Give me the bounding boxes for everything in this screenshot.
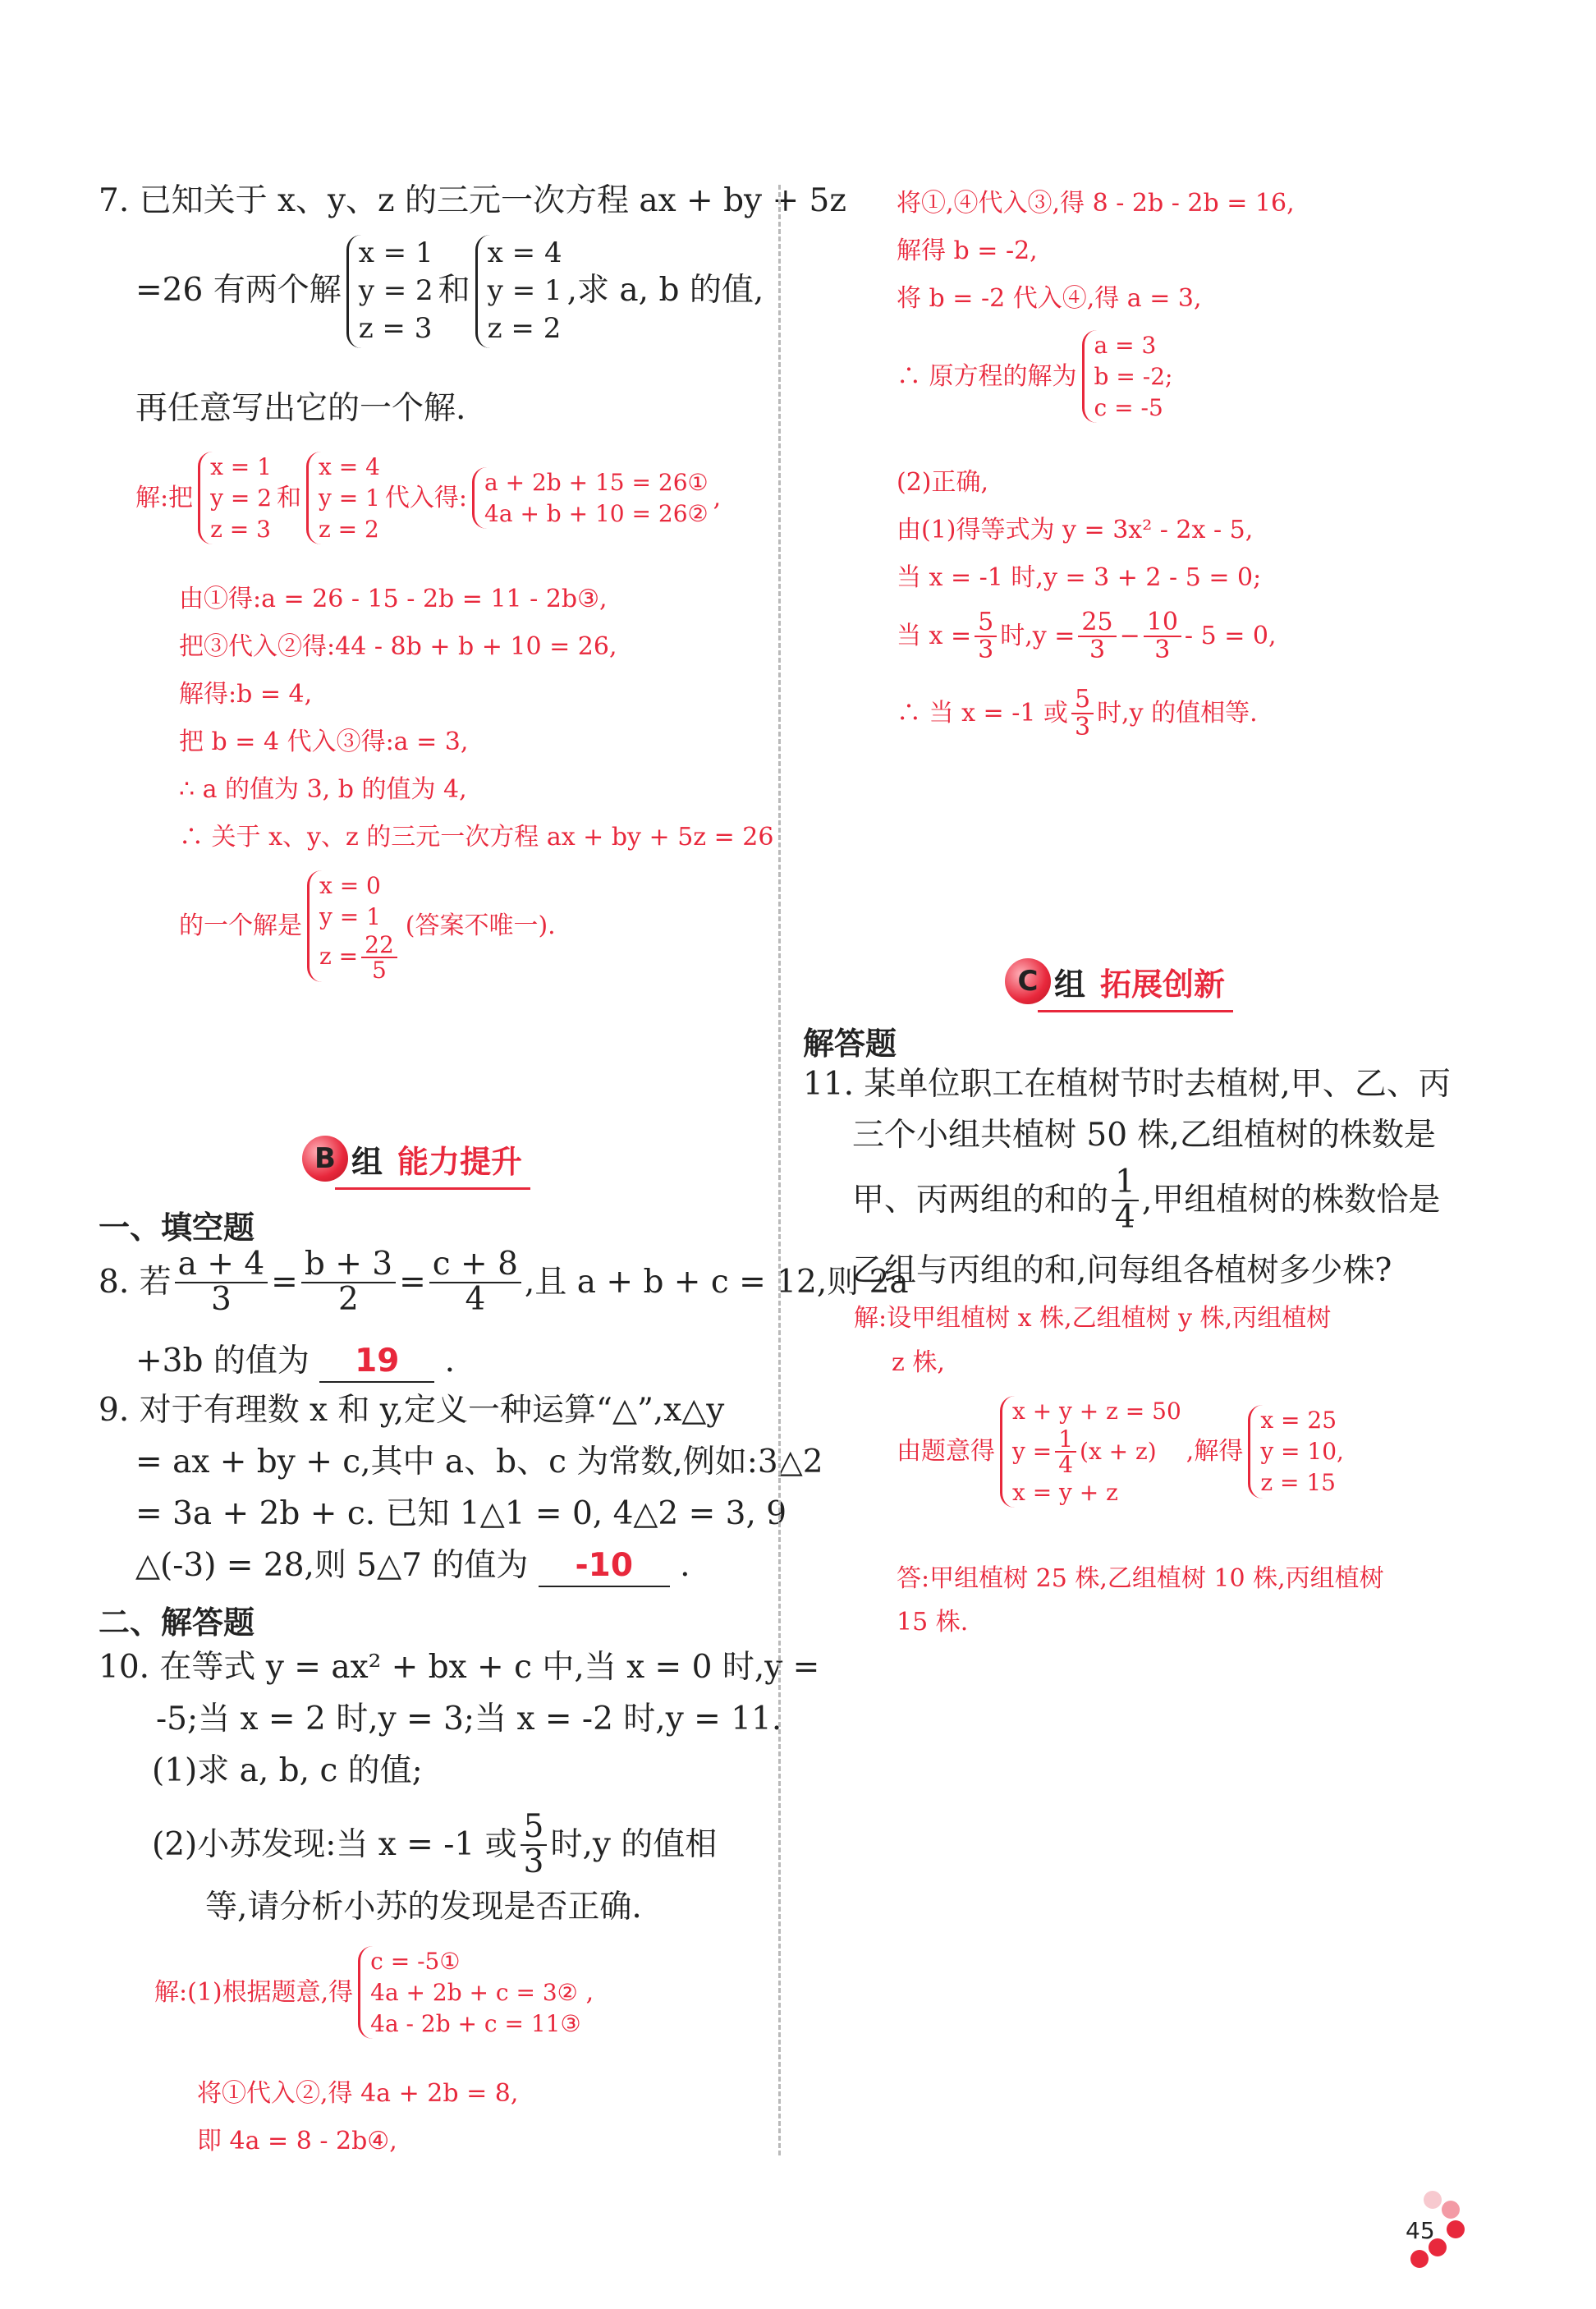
q7-step4: 把 b = 4 代入③得:a = 3, [179, 728, 469, 756]
eq [1012, 1427, 1181, 1477]
q8-text: +3b 的值为 [135, 1343, 310, 1379]
eq: z = 2 [487, 311, 562, 345]
q7-sol-system-3 [472, 467, 709, 530]
q10-text: 时,y 的值相 [550, 1825, 718, 1863]
fraction [429, 1248, 521, 1317]
fraction [1078, 609, 1116, 663]
q10-step6: (2)正确, [897, 468, 989, 497]
fraction [1071, 686, 1094, 740]
group-c-heading [1005, 958, 1225, 1004]
group-c-underline [1038, 1010, 1233, 1012]
q11-sol3 [897, 1396, 1349, 1508]
sol-text: , [585, 1977, 594, 2007]
q10-line5: 等,请分析小苏的发现是否正确. [205, 1889, 642, 1926]
q10-step2: 即 4a = 8 - 2b④, [197, 2127, 397, 2155]
eq: y = 2 [358, 273, 433, 307]
eq: 4a - 2b + c = 11③ [370, 2009, 581, 2037]
eq: x = 4 [319, 453, 380, 480]
eq-right: (x + z) [1080, 1438, 1157, 1466]
group-b-heading [302, 1136, 522, 1182]
q7-solution-head [135, 452, 721, 544]
eq: z = 15 [1260, 1469, 1336, 1497]
eq: x = 1 [358, 236, 433, 269]
denominator: 3 [1089, 635, 1106, 664]
decor-dot [1442, 2201, 1460, 2219]
q9-line4 [135, 1547, 690, 1587]
sol-text: ∴ 原方程的解为 [897, 361, 1077, 391]
sol-text: 时,y = [1000, 621, 1075, 650]
q7-sol-system-2 [306, 452, 380, 544]
q10-step4: 解得 b = -2, [897, 236, 1038, 265]
group-b-zu: 组 [351, 1143, 383, 1180]
eq: x = 4 [487, 236, 562, 269]
q11-answer2: 15 株. [897, 1608, 969, 1636]
eq: y = 2 [210, 484, 273, 512]
q10-step1: 将①代入②,得 4a + 2b = 8, [197, 2079, 519, 2108]
q7-system-2 [475, 235, 562, 348]
eq: y = 1 [487, 273, 562, 307]
q7-and: 和 [438, 272, 470, 310]
q11-system-2 [1248, 1405, 1344, 1498]
q8-text: ,且 a + b + c = 12,则 2a [524, 1263, 909, 1301]
q9-text: . [680, 1547, 690, 1584]
q7-text: =26 有两个解 [135, 272, 342, 310]
q9-line3: = 3a + 2b + c. 已知 1△1 = 0, 4△2 = 3, 9 [135, 1495, 787, 1532]
q11-line3 [852, 1166, 1440, 1235]
eq: x = 0 [319, 872, 381, 899]
denominator: 3 [210, 1280, 232, 1318]
q7-system-1 [346, 235, 433, 348]
q7-step3: 解得:b = 4, [179, 680, 313, 709]
group-b-title: 能力提升 [397, 1143, 523, 1180]
eq: z = 2 [319, 515, 379, 543]
q11-line4: 乙组与丙组的和,问每组各植树多少株? [852, 1252, 1392, 1289]
sol-text: 解:把 [135, 483, 194, 512]
eq: a + 2b + 15 = 26① [484, 468, 709, 496]
eq: b = -2; [1094, 362, 1173, 390]
q10-result [897, 330, 1177, 423]
eq: x = 25 [1260, 1407, 1337, 1435]
eq: 4a + b + 10 = 26② [484, 499, 709, 527]
eq: c = -5 [1094, 393, 1163, 421]
group-c-zu: 组 [1054, 966, 1086, 1003]
numerator: 1 [1055, 1427, 1076, 1453]
fraction [301, 1248, 396, 1317]
numerator: c + 8 [429, 1248, 521, 1283]
eq: z = 3 [210, 515, 271, 543]
q7-line2 [135, 235, 764, 348]
eq: a = 3 [1094, 332, 1157, 359]
sol-text: , [713, 483, 722, 512]
q10-step9 [897, 609, 1277, 663]
group-c-badge: C [1005, 958, 1051, 1004]
q7-ask: ,求 a, b 的值, [566, 272, 764, 310]
fraction [361, 930, 397, 984]
eq-left: y = [1012, 1438, 1053, 1466]
q10-part1: (1)求 a, b, c 的值; [152, 1752, 423, 1789]
q11-line2: 三个小组共植树 50 株,乙组植树的株数是 [852, 1117, 1436, 1154]
eq: c = -5① [370, 1948, 461, 1975]
sol-text: 和 [277, 483, 302, 512]
q11-answer1: 答:甲组植树 25 株,乙组植树 10 株,丙组植树 [897, 1564, 1384, 1593]
sol-text: 时,y 的值相等. [1097, 698, 1258, 728]
eq: y = 10, [1260, 1438, 1344, 1466]
numerator: 1 [1112, 1166, 1139, 1201]
q11-text: 甲、丙两组的和的 [852, 1181, 1109, 1219]
fraction [975, 609, 997, 663]
q10-step8: 当 x = -1 时,y = 3 + 2 - 5 = 0; [897, 563, 1262, 592]
q10-line1: 10. 在等式 y = ax² + bx + c 中,当 x = 0 时,y = [99, 1649, 820, 1686]
eq [319, 930, 401, 984]
q8-text: . [444, 1343, 456, 1379]
denominator: 3 [1154, 635, 1171, 664]
numerator: 10 [1144, 609, 1181, 637]
q7-step1: 由①得:a = 26 - 15 - 2b = 11 - 2b③, [179, 585, 608, 613]
denominator: 4 [1115, 1198, 1135, 1236]
decor-dot [1424, 2191, 1442, 2209]
group-c-title: 拓展创新 [1100, 966, 1226, 1003]
fraction [1055, 1427, 1076, 1477]
sol-text: 当 x = [897, 621, 972, 650]
q10-line2: -5;当 x = 2 时,y = 3;当 x = -2 时,y = 11. [156, 1701, 782, 1737]
q10-step5: 将 b = -2 代入④,得 a = 3, [897, 284, 1202, 313]
fraction [1112, 1166, 1139, 1235]
sol-text: - 5 = 0, [1184, 621, 1277, 650]
q7-step7 [179, 870, 556, 982]
fraction [175, 1248, 268, 1317]
q9-text: △(-3) = 28,则 5△7 的值为 [135, 1547, 529, 1584]
q8-text: 8. 若 [99, 1263, 172, 1301]
eq: x = 1 [210, 453, 272, 480]
denominator: 3 [523, 1843, 544, 1880]
group-b-underline [335, 1187, 530, 1190]
numerator: 5 [1071, 686, 1094, 714]
q10-result-system [1082, 330, 1173, 423]
q10-sol-system [358, 1946, 580, 2039]
sol-text: (答案不唯一). [405, 911, 556, 941]
sol-text: 解:(1)根据题意,得 [154, 1977, 354, 2007]
denominator: 5 [372, 956, 387, 984]
eq: 4a + 2b + c = 3② [370, 1978, 578, 2006]
equals: = [399, 1263, 426, 1301]
numerator: 5 [975, 609, 997, 637]
decor-dot [1410, 2250, 1429, 2268]
numerator: a + 4 [175, 1248, 268, 1283]
section-c-answer: 解答题 [803, 1026, 897, 1062]
q7-sol-system-4 [307, 870, 401, 982]
q7-step6: ∴ 关于 x、y、z 的三元一次方程 ax + by + 5z = 26 [179, 823, 774, 852]
eq: x + y + z = 50 [1012, 1398, 1181, 1425]
section-answer: 二、解答题 [99, 1604, 255, 1641]
q10-part2 [152, 1808, 718, 1880]
section-fill-in: 一、填空题 [99, 1210, 255, 1246]
denominator: 2 [338, 1280, 359, 1318]
q7-step2: 把③代入②得:44 - 8b + b + 10 = 26, [179, 632, 617, 661]
sol-text: 代入得: [384, 483, 468, 512]
q10-text: (2)小苏发现:当 x = -1 或 [152, 1825, 517, 1863]
q9-line2: = ax + by + c,其中 a、b、c 为常数,例如:3△2 [135, 1444, 823, 1480]
fraction [521, 1808, 548, 1880]
q9-line1: 9. 对于有理数 x 和 y,定义一种运算“△”,x△y [99, 1392, 725, 1429]
eq: z = 3 [358, 311, 433, 345]
q8-line1 [99, 1248, 909, 1317]
q10-conclusion [897, 686, 1258, 740]
q11-sol1: 解:设甲组植树 x 株,乙组植树 y 株,丙组植树 [854, 1304, 1332, 1333]
sol-text: ,解得 [1186, 1437, 1244, 1467]
q7-line1: 7. 已知关于 x、y、z 的三元一次方程 ax + by + 5z [99, 182, 846, 219]
numerator: 5 [521, 1811, 548, 1846]
minus: − [1119, 621, 1140, 650]
q8-line2 [135, 1343, 455, 1383]
numerator: b + 3 [301, 1248, 396, 1283]
group-b-badge: B [302, 1136, 348, 1182]
equals: = [271, 1263, 298, 1301]
q7-step5: ∴ a 的值为 3, b 的值为 4, [179, 775, 467, 804]
denominator: 4 [465, 1280, 486, 1318]
q10-solution-head [154, 1946, 594, 2039]
q11-system-1 [1000, 1396, 1181, 1508]
q9-answer: -10 [539, 1547, 670, 1587]
denominator: 3 [1074, 712, 1091, 741]
q8-answer: 19 [319, 1343, 434, 1383]
eq: x = y + z [1012, 1478, 1118, 1506]
sol-text: 的一个解是 [179, 911, 302, 941]
q11-text: ,甲组植树的株数恰是 [1141, 1181, 1441, 1219]
eq-left: z = [319, 942, 359, 970]
q10-step3: 将①,④代入③,得 8 - 2b - 2b = 16, [897, 189, 1295, 218]
q7-line3: 再任意写出它的一个解. [135, 390, 466, 427]
sol-text: 由题意得 [897, 1437, 995, 1467]
sol-text: ∴ 当 x = -1 或 [897, 698, 1068, 728]
fraction [1144, 609, 1181, 663]
eq: y = 1 [319, 902, 381, 930]
eq: y = 1 [319, 484, 380, 512]
q10-step7: 由(1)得等式为 y = 3x² - 2x - 5, [897, 516, 1254, 544]
page-number: 45 [1406, 2217, 1435, 2244]
q11-sol2: z 株, [892, 1348, 945, 1377]
denominator: 3 [978, 635, 994, 664]
q11-line1: 11. 某单位职工在植树节时去植树,甲、乙、丙 [803, 1066, 1451, 1103]
denominator: 4 [1058, 1451, 1074, 1479]
q7-sol-system-1 [198, 452, 272, 544]
decor-dot [1447, 2220, 1465, 2238]
numerator: 25 [1078, 609, 1116, 637]
column-divider [778, 185, 781, 2155]
numerator: 22 [361, 933, 397, 958]
